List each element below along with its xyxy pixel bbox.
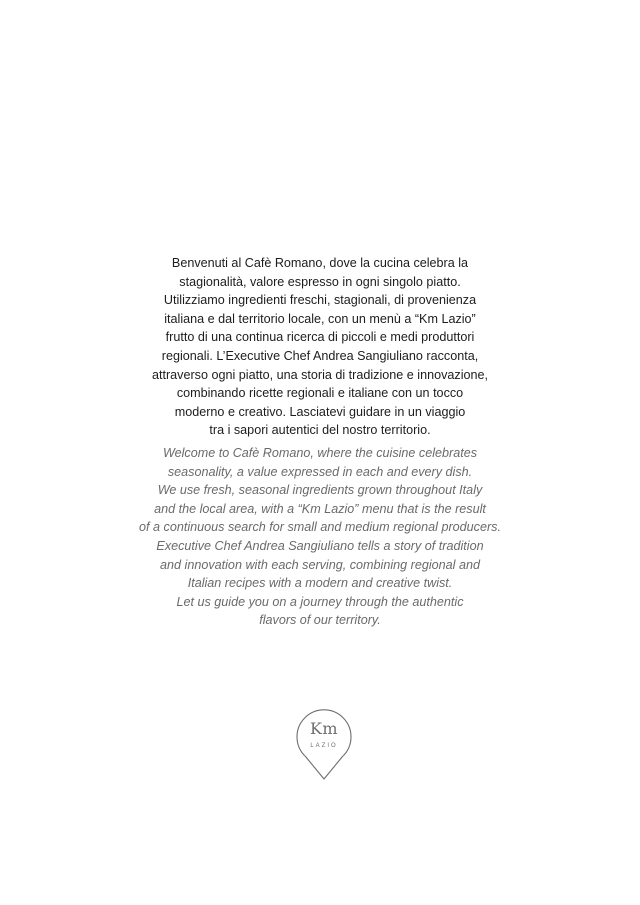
italian-line: Utilizziamo ingredienti freschi, stagionali, di provenienza [163, 293, 477, 308]
english-line: Executive Chef Andrea Sangiuliano tells a story of tradition [156, 538, 484, 553]
english-line: We use fresh, seasonal ingredients grown throughout Italy [157, 483, 483, 498]
italian-line: stagionalità, valore espresso in ogni singolo piatto. [179, 274, 461, 289]
english-line: and innovation with each serving, combining regional and [160, 557, 480, 572]
italian-intro-text [100, 254, 540, 440]
english-line: Welcome to Cafè Romano, where the cuisine celebrates [162, 446, 478, 460]
logo-title: Km [309, 719, 339, 738]
italian-line: italiana e dal territorio locale, con un menù a “Km Lazio” [164, 311, 476, 326]
logo-subtitle: LAZIO [310, 743, 338, 749]
english-line: flavors of our territory. [259, 613, 381, 628]
italian-line: combinando ricette regionali e italiane con un tocco [176, 386, 464, 401]
italian-line: regionali. L’Executive Chef Andrea Sangiuliano racconta, [161, 348, 479, 363]
italian-line: tra i sapori autentici del nostro territorio. [209, 423, 431, 438]
italian-line: frutto di una continua ricerca di piccoli e medi produttori [165, 330, 475, 345]
english-line: and the local area, with a “Km Lazio” menu that is the result [154, 501, 486, 516]
english-line: Italian recipes with a modern and creative twist. [187, 576, 453, 591]
english-intro-text [90, 444, 550, 630]
english-line: seasonality, a value expressed in each and every dish. [167, 464, 473, 479]
italian-line: moderno e creativo. Lasciatevi guidare in un viaggio [174, 404, 466, 419]
english-line: Let us guide you on a journey through the authentic [176, 594, 464, 609]
km-lazio-logo [295, 707, 353, 781]
italian-line: attraverso ogni piatto, una storia di tradizione e innovazione, [151, 367, 489, 382]
italian-line: Benvenuti al Cafè Romano, dove la cucina celebra la [171, 256, 469, 270]
english-line: of a continuous search for small and medium regional producers. [139, 520, 501, 535]
